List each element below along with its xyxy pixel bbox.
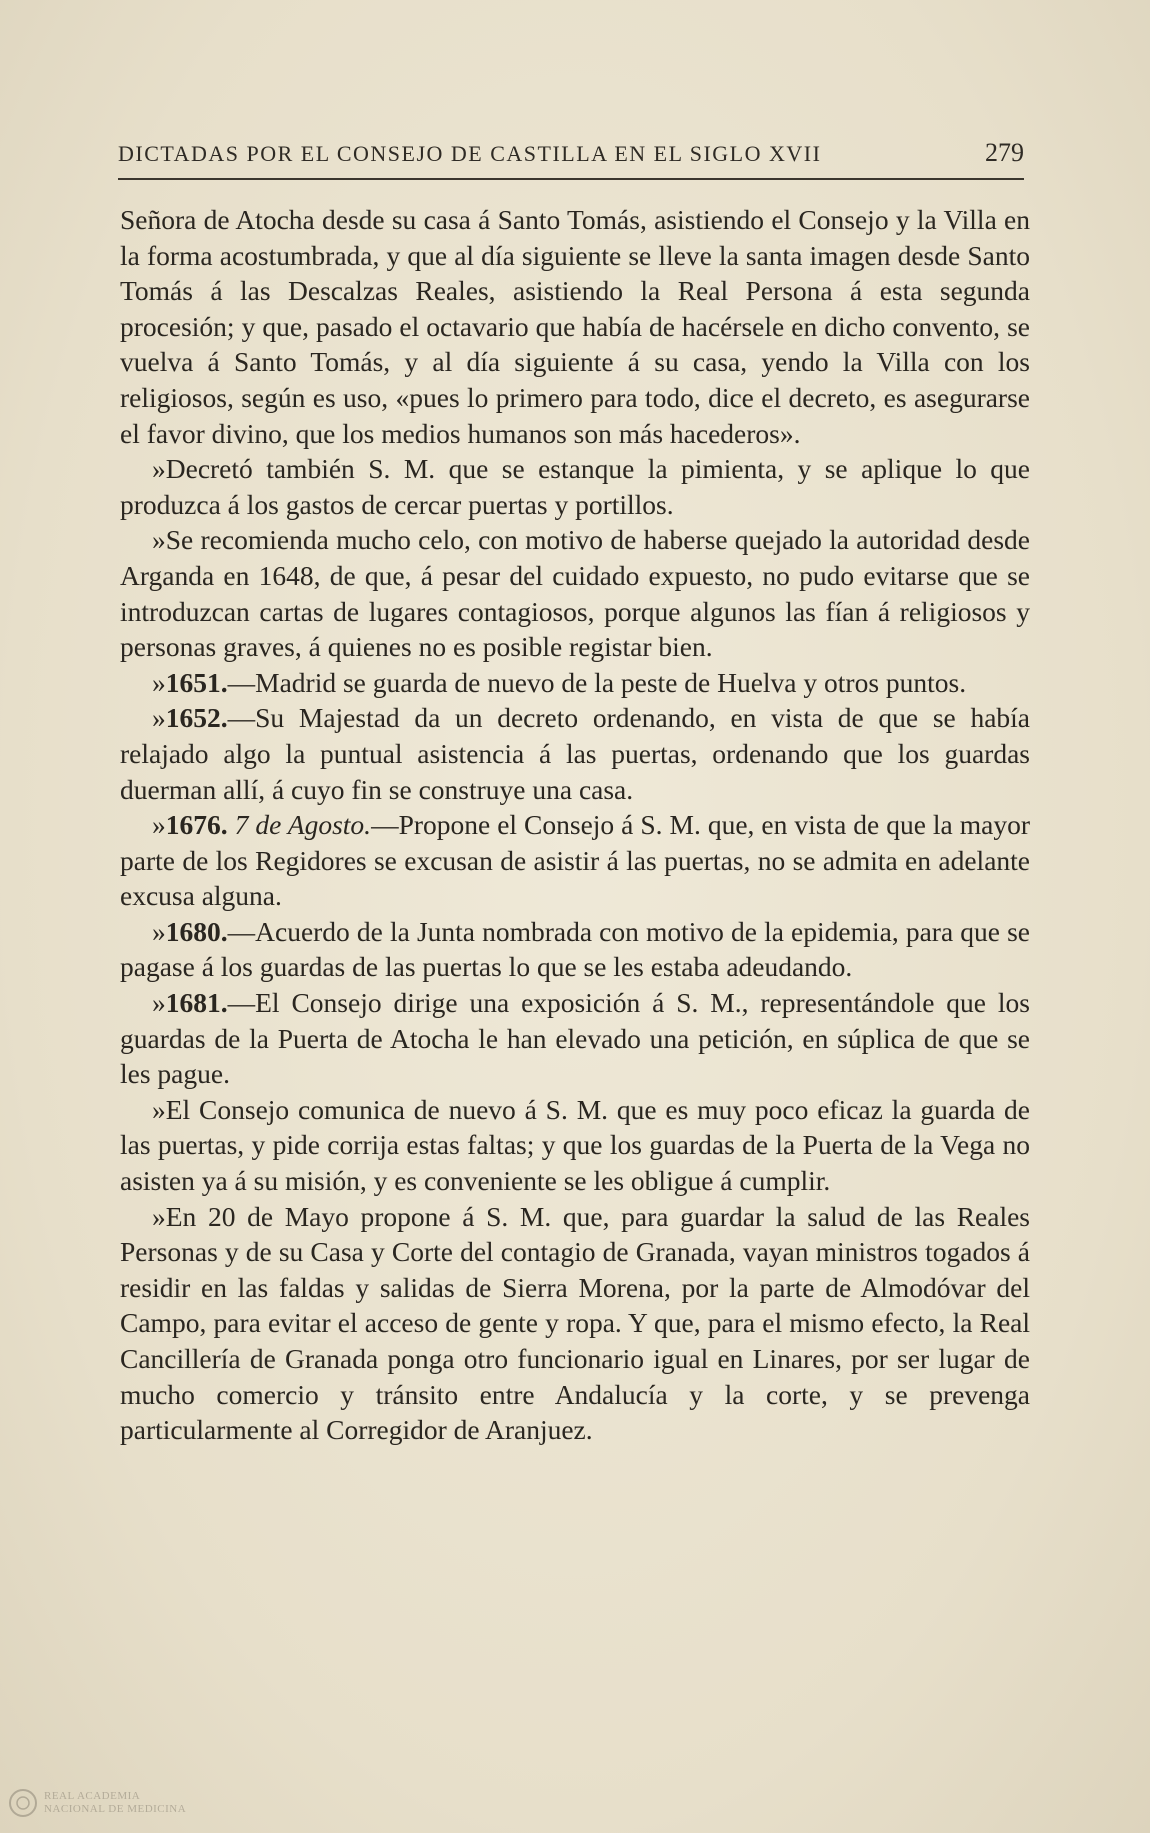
- year-label: 1651.: [165, 666, 228, 698]
- stamp-text: REAL ACADEMIA NACIONAL DE MEDICINA: [44, 1790, 187, 1815]
- paragraph-1: Señora de Atocha desde su casa á Santo Tomás, asistiendo el Consejo y la Villa en la forma acostumbrada, y que al día siguiente se lleve la santa imagen desde Santo Tomás á las Descalzas Reales, asistiendo la Real Persona á esta segunda procesión; y que, pasado el octavario que había de hacérsele en dicho convento, se vuelva á Santo Tomás, y al día siguiente á su casa, yendo la Villa con los religiosos, según es uso, «pues lo primero para todo, dice el decreto, es asegurarse el favor divino, que los medios humanos son más hacederos».: [120, 204, 1030, 449]
- paragraph-1676: »1676. 7 de Agosto.—Propone el Consejo á S. M. que, en vista de que la mayor parte de los Regidores se excusan de asistir á las puertas, no se admita en adelante excusa alguna.: [120, 809, 1030, 912]
- year-label: 1652.: [165, 702, 228, 734]
- seal-icon: [8, 1788, 38, 1818]
- page-number: 279: [985, 138, 1024, 167]
- library-stamp: [8, 1788, 186, 1818]
- paragraph-1652: »1652.—Su Majestad da un decreto ordenando, en vista de que se había relajado algo la puntual asistencia á las puertas, ordenando que los guardas duerman allí, á cuyo fin se construye una casa.: [120, 702, 1030, 805]
- body-text: [120, 202, 1030, 1448]
- year-label: 1676.: [165, 809, 228, 841]
- header-rule: [118, 178, 1024, 180]
- paragraph-10: »En 20 de Mayo propone á S. M. que, para guardar la salud de las Reales Personas y de su Casa y Corte del contagio de Granada, vayan ministros togados á residir en las faldas y salidas de Sierra Morena, por la parte de Almodóvar del Campo, para evitar el acceso de gente y ropa. Y que, para el mismo efecto, la Real Cancillería de Granada ponga otro funcionario igual en Linares, por ser lugar de mucho comercio y tránsito entre Andalucía y la corte, y se prevenga particularmente al Corregidor de Aranjuez.: [120, 1200, 1030, 1446]
- paragraph-1651: »1651.—Madrid se guarda de nuevo de la peste de Huelva y otros puntos.: [152, 666, 967, 698]
- paragraph-1681: »1681.—El Consejo dirige una exposición á S. M., representándole que los guardas de la Puerta de Atocha le han elevado una petición, en súplica de que se les pague.: [120, 987, 1030, 1090]
- year-label: 1680.: [165, 915, 228, 947]
- date-label: 7 de Agosto.: [227, 809, 372, 841]
- year-label: 1681.: [165, 987, 228, 1019]
- running-head: [118, 138, 1024, 168]
- paragraph-9: »El Consejo comunica de nuevo á S. M. que es muy poco eficaz la guarda de las puertas, y pide corrija estas faltas; y que los guardas de la Puerta de la Vega no asisten ya á su misión, y es conveniente se les obligue á cumplir.: [120, 1093, 1030, 1197]
- paragraph-1680: »1680.—Acuerdo de la Junta nombrada con motivo de la epidemia, para que se pagase á los guardas de las puertas lo que se les estaba adeudando.: [120, 915, 1030, 983]
- paragraph-3: »Se recomienda mucho celo, con motivo de haberse quejado la autoridad desde Arganda en 1648, de que, á pesar del cuidado expuesto, no pudo evitarse que se introduzcan cartas de lugares contagiosos, porque algunos las fían á religiosos y personas graves, á quienes no es posible registar bien.: [120, 524, 1030, 663]
- paragraph-2: »Decretó también S. M. que se estanque la pimienta, y se aplique lo que produzca á los gastos de cercar puertas y portillos.: [120, 453, 1030, 520]
- running-title: DICTADAS POR EL CONSEJO DE CASTILLA EN EL SIGLO XVII: [118, 141, 822, 166]
